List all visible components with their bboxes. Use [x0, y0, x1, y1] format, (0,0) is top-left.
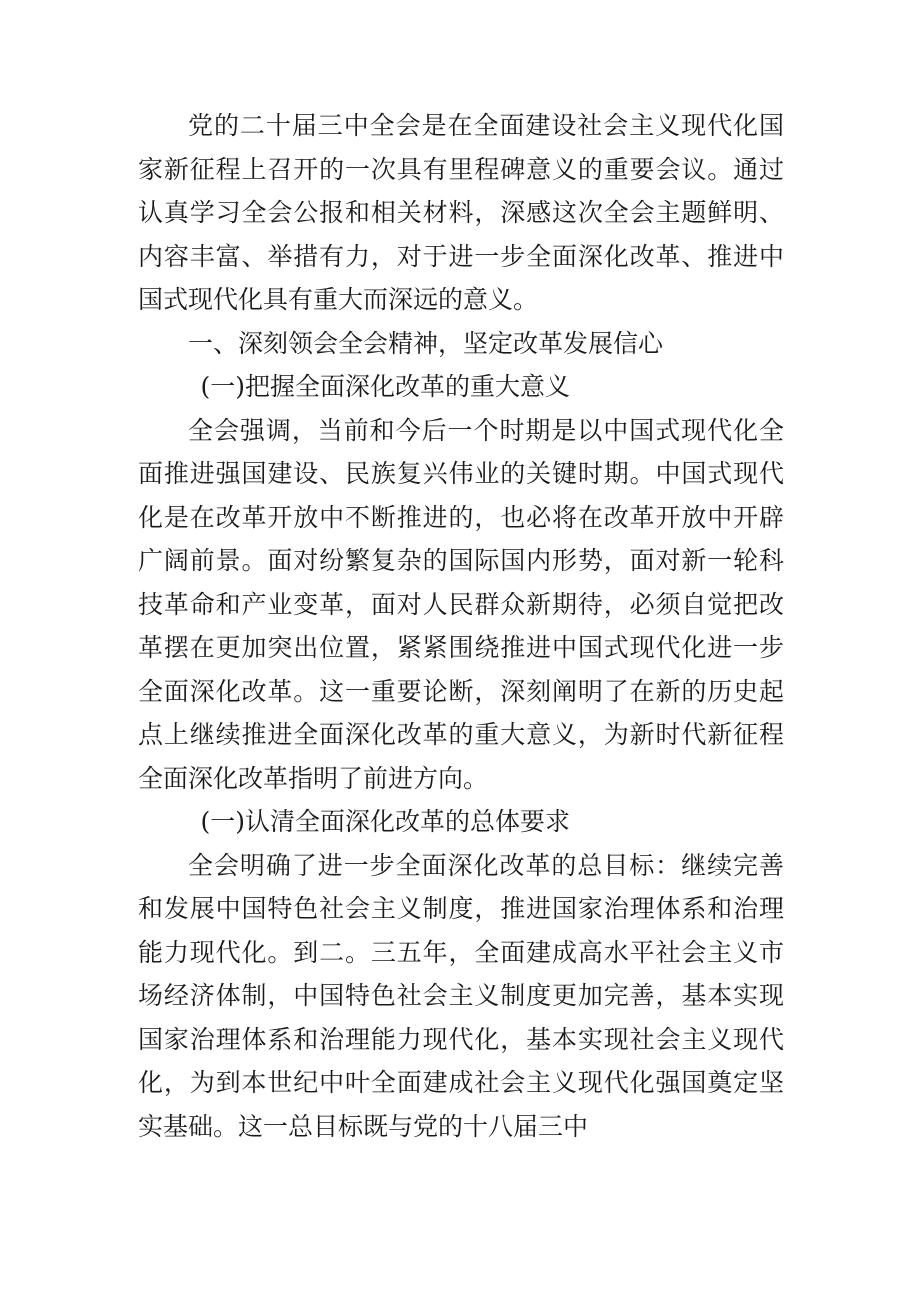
subsection-paragraph-1: 全会强调，当前和今后一个时期是以中国式现代化全面推进强国建设、民族复兴伟业的关键时期。中国式现代化是在改革开放中不断推进的，也必将在改革开放中开辟广阔前景。面对纷繁复杂的国际国内形势，面对新一轮科技革命和产业变革，面对人民群众新期待，必须自觉把改革摆在更加突出位置，紧紧围绕推进中国式现代化进一步全面深化改革。这一重要论断，深刻阐明了在新的历史起点上继续推进全面深化改革的重大意义，为新时代新征程全面深化改革指明了前进方向。 [138, 415, 784, 793]
section-heading-1: 一、深刻领会全会精神，坚定改革发展信心 [188, 328, 664, 358]
subsection-heading-2: (一)认清全面深化改革的总体要求 [200, 807, 571, 836]
subsection-heading-1: (一)把握全面深化改革的重大意义 [200, 372, 571, 401]
intro-paragraph: 党的二十届三中全会是在全面建设社会主义现代化国家新征程上召开的一次具有里程碑意义的重要会议。通过认真学习全会公报和相关材料，深感这次全会主题鲜明、内容丰富、举措有力，对于进一步全面深化改革、推进中国式现代化具有重大而深远的意义。 [138, 111, 784, 314]
document-body [138, 104, 784, 1148]
subsection-paragraph-2: 全会明确了进一步全面深化改革的总目标：继续完善和发展中国特色社会主义制度，推进国家治理体系和治理能力现代化。到二。三五年，全面建成高水平社会主义市场经济体制，中国特色社会主义制度更加完善，基本实现国家治理体系和治理能力现代化，基本实现社会主义现代化，为到本世纪中叶全面建成社会主义现代化强国奠定坚实基础。这一总目标既与党的十八届三中 [138, 850, 784, 1141]
